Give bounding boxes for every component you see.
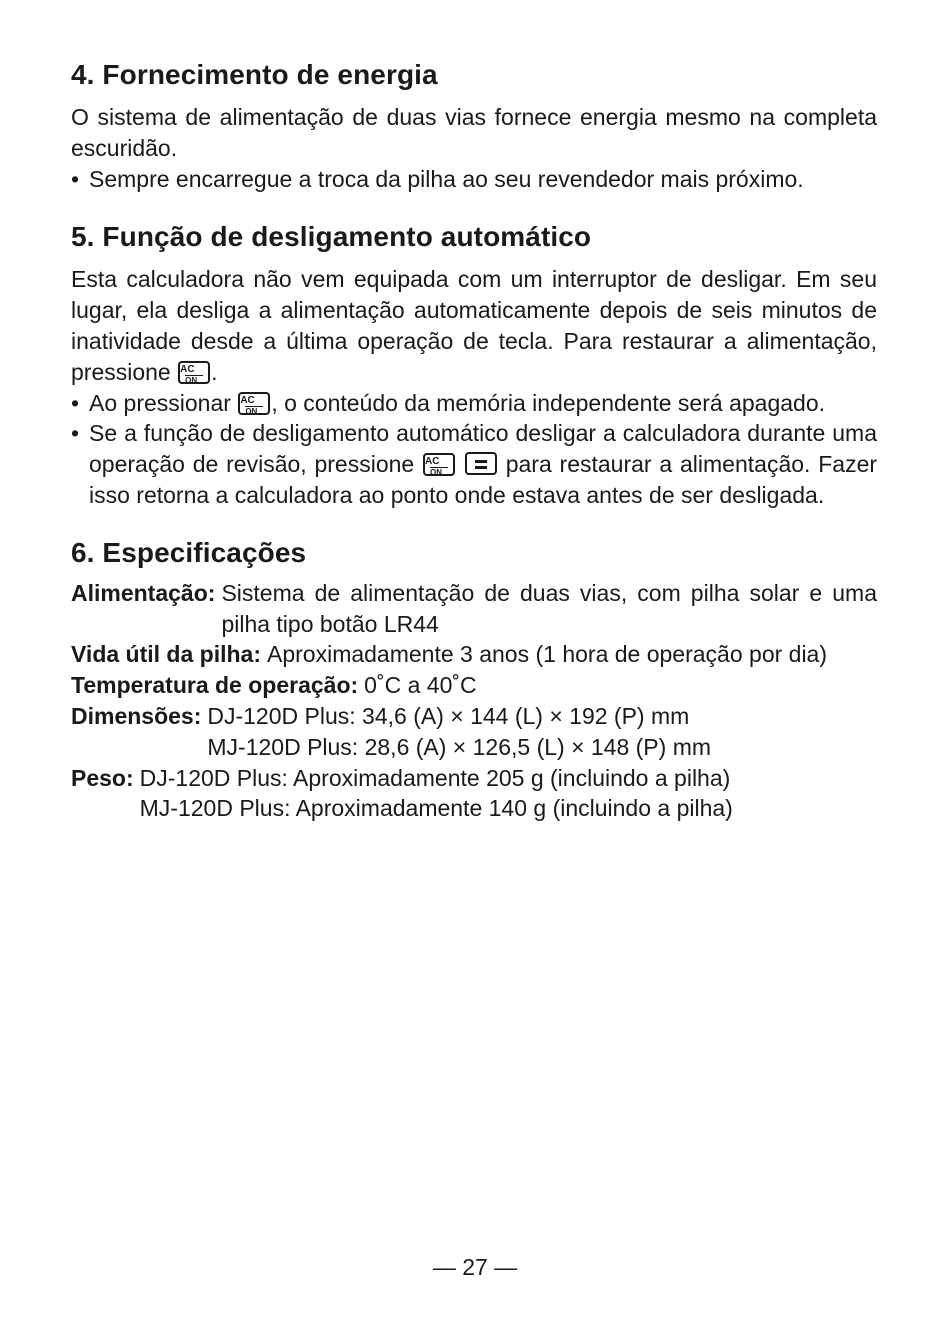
- spec-power: [71, 578, 877, 640]
- spec-value: 0˚C a 40˚C: [364, 672, 477, 699]
- section-title: 5. Função de desligamento automático: [71, 221, 592, 253]
- spec-value-line: DJ-120D Plus: 34,6 (A) × 144 (L) × 192 (P) mm: [207, 702, 690, 729]
- section-title: 4. Fornecimento de energia: [71, 59, 438, 90]
- bullet-text-before: Se a função de desligamento automático desligar a calculadora durante uma operação de revisão, pressione: [89, 420, 877, 478]
- spec-label: Alimentação:: [71, 579, 216, 606]
- ac-on-key-icon: [178, 361, 210, 384]
- spec-label: Peso:: [71, 764, 134, 791]
- bullet-item: [71, 388, 877, 419]
- bullet-text: Sempre encarregue a troca da pilha ao seu revendedor mais próximo.: [89, 165, 804, 192]
- paragraph-end: .: [211, 358, 218, 385]
- spec-value: Sistema de alimentação de duas vias, com pilha solar e uma pilha tipo botão LR44: [221, 579, 877, 637]
- key-label-top: AC: [425, 456, 440, 468]
- section-specifications: [71, 534, 877, 824]
- section-title: 6. Especificações: [71, 536, 307, 568]
- section-auto-power-off: [71, 218, 877, 510]
- section-paragraph: [71, 264, 877, 387]
- spec-value-line: DJ-120D Plus: Aproximadamente 205 g (incluindo a pilha): [139, 764, 731, 791]
- spec-label: Temperatura de operação:: [71, 672, 359, 699]
- bullet-text-after: para restaurar a alimentação. Fazer isso retorna a calculadora ao ponto onde estava antes de ser desligada.: [89, 451, 878, 508]
- bullet-item: [71, 418, 877, 510]
- bullet-dot: •: [71, 389, 80, 416]
- spec-temperature: [71, 670, 877, 701]
- key-label-bottom: ON: [245, 406, 263, 416]
- section-paragraph: O sistema de alimentação de duas vias fornece energia mesmo na completa escuridão.: [71, 104, 877, 161]
- key-label-bottom: ON: [430, 467, 448, 477]
- spec-label: Dimensões:: [71, 702, 202, 729]
- bullet-text-before: Ao pressionar: [89, 389, 231, 416]
- ac-on-key-icon: [238, 392, 270, 415]
- bullet-item: [71, 164, 877, 195]
- spec-value-line: MJ-120D Plus: 28,6 (A) × 126,5 (L) × 148 (P) mm: [207, 733, 712, 760]
- section-power-supply: [71, 56, 877, 194]
- key-label-top: AC: [240, 394, 255, 406]
- spec-value: [140, 763, 877, 825]
- bullet-dot: •: [71, 420, 80, 447]
- paragraph-text: Esta calculadora não vem equipada com um interruptor de desligar. Em seu lugar, ela desliga a alimentação automaticamente depois de seis minutos de inatividade desde a última operação de tecla. Para restaurar a alimentação, pressione: [71, 266, 877, 385]
- page-number: — 27 —: [432, 1254, 518, 1280]
- bullet-dot: •: [71, 165, 80, 192]
- equals-key-icon: [465, 452, 497, 475]
- spec-dimensions: [71, 701, 877, 763]
- key-label-bottom: ON: [185, 375, 203, 385]
- spec-value: [207, 701, 877, 763]
- spec-value: Aproximadamente 3 anos (1 hora de operação por dia): [267, 641, 828, 668]
- bullet-text-after: , o conteúdo da memória independente será apagado.: [271, 389, 825, 416]
- spec-label: Vida útil da pilha:: [71, 641, 261, 668]
- spec-battery-life: [71, 639, 877, 670]
- manual-page: [71, 56, 877, 824]
- key-label-top: AC: [180, 363, 195, 375]
- spec-weight: [71, 763, 877, 825]
- spec-value-line: MJ-120D Plus: Aproximadamente 140 g (incluindo a pilha): [139, 795, 733, 822]
- ac-on-key-icon: [423, 453, 455, 476]
